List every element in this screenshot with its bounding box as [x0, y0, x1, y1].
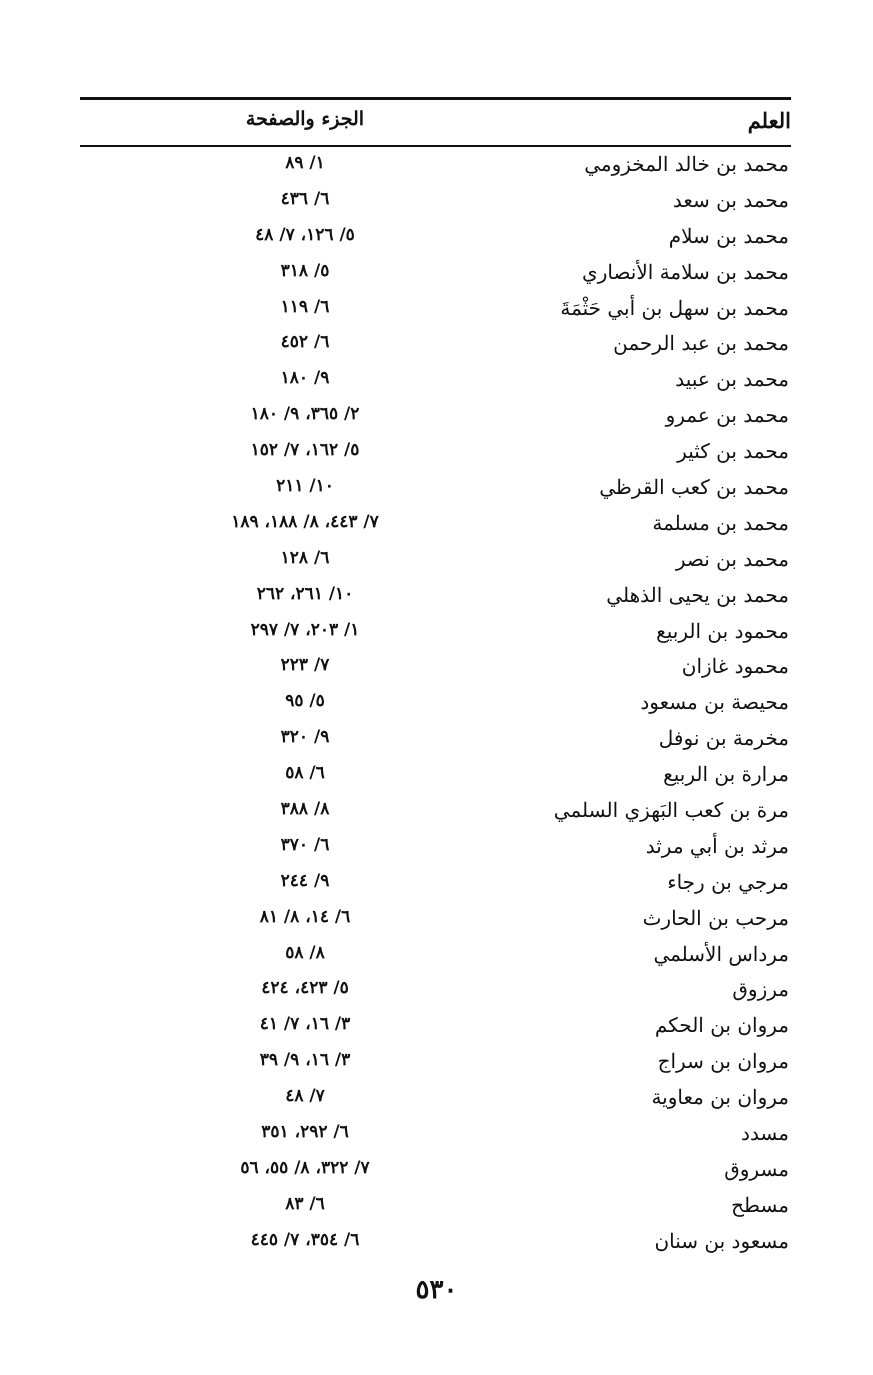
- index-row: [80, 758, 791, 794]
- volume-page-ref: ٥/ ٩٥: [285, 691, 325, 712]
- volume-page-ref: ٦/ ٢٩٢، ٣٥١: [261, 1122, 349, 1143]
- volume-page-ref: ٦/ ١١٩: [280, 296, 330, 317]
- volume-page-ref: ٨/ ٣٨٨: [280, 799, 330, 820]
- index-row: [80, 184, 791, 220]
- volume-page-ref: ١/ ٢٠٣، ٧/ ٢٩٧: [250, 619, 360, 640]
- index-row: [80, 435, 791, 471]
- volume-page-ref: ٦/ ٣٧٠: [280, 834, 330, 855]
- volume-page-ref: ٦/ ٤٥٢: [280, 332, 330, 353]
- person-name: مرارة بن الربيع: [663, 762, 789, 787]
- index-table: [80, 148, 791, 1261]
- index-row: [80, 327, 791, 363]
- person-name: مرداس الأسلمي: [653, 941, 789, 966]
- index-row: [80, 1081, 791, 1117]
- index-row: [80, 471, 791, 507]
- person-name: محمد بن نصر: [675, 546, 789, 571]
- person-name: محمد بن سهل بن أبي حَثْمَةَ: [560, 295, 789, 320]
- index-row: [80, 1189, 791, 1225]
- volume-page-ref: ٥/ ١٦٢، ٧/ ١٥٢: [250, 440, 360, 461]
- volume-page-ref: ٦/ ١٢٨: [280, 547, 330, 568]
- person-name: محمد بن سعد: [672, 187, 789, 212]
- person-name: محمد بن سلام: [668, 223, 789, 248]
- index-row: [80, 1225, 791, 1261]
- index-row: [80, 256, 791, 292]
- index-row: [80, 686, 791, 722]
- column-header-volume-page: الجزء والصفحة: [245, 108, 365, 130]
- person-name: محمد بن كثير: [677, 439, 789, 464]
- person-name: مروان بن معاوية: [651, 1085, 789, 1110]
- index-row: [80, 1153, 791, 1189]
- volume-page-ref: ٧/ ٣٢٢، ٨/ ٥٥، ٥٦: [240, 1157, 370, 1178]
- index-row: [80, 902, 791, 938]
- person-name: محمد بن كعب القرظي: [599, 475, 789, 500]
- person-name: مروان بن الحكم: [654, 1013, 789, 1038]
- volume-page-ref: ٩/ ٣٢٠: [280, 727, 330, 748]
- volume-page-ref: ٨/ ٥٨: [285, 942, 325, 963]
- volume-page-ref: ٦/ ٤٣٦: [280, 188, 330, 209]
- volume-page-ref: ٣/ ١٦، ٩/ ٣٩: [259, 1050, 351, 1071]
- volume-page-ref: ٣/ ١٦، ٧/ ٤١: [259, 1014, 351, 1035]
- volume-page-ref: ٦/ ٥٨: [285, 763, 325, 784]
- index-row: [80, 973, 791, 1009]
- volume-page-ref: ٢/ ٣٦٥، ٩/ ١٨٠: [250, 404, 360, 425]
- volume-page-ref: ١٠/ ٢١١: [276, 476, 334, 497]
- page-number: ٥٣٠: [415, 1275, 458, 1305]
- person-name: محمد بن خالد المخزومي: [584, 152, 789, 176]
- volume-page-ref: ٦/ ٨٣: [285, 1193, 325, 1214]
- person-name: محمد بن يحيى الذهلي: [606, 582, 789, 607]
- index-row: [80, 507, 791, 543]
- person-name: محمد بن مسلمة: [652, 510, 789, 535]
- volume-page-ref: ٧/ ٢٢٣: [280, 655, 330, 676]
- index-row: [80, 1009, 791, 1045]
- index-row: [80, 1045, 791, 1081]
- person-name: مرجي بن رجاء: [667, 869, 789, 894]
- index-row: [80, 938, 791, 974]
- person-name: مروان بن سراج: [657, 1049, 789, 1074]
- person-name: مرثد بن أبي مرثد: [645, 833, 789, 858]
- person-name: محمود غازان: [681, 654, 789, 679]
- person-name: مسعود بن سنان: [654, 1228, 789, 1253]
- person-name: محيصة بن مسعود: [640, 690, 789, 715]
- person-name: مسطح: [731, 1192, 789, 1217]
- person-name: مسدد: [741, 1121, 789, 1146]
- person-name: محمود بن الربيع: [656, 618, 789, 643]
- volume-page-ref: ٦/ ٣٥٤، ٧/ ٤٤٥: [250, 1229, 360, 1250]
- volume-page-ref: ٩/ ٢٤٤: [280, 870, 330, 891]
- volume-page-ref: ٧/ ٤٤٣، ٨/ ١٨٨، ١٨٩: [231, 511, 379, 532]
- header-rule: [80, 145, 791, 147]
- volume-page-ref: ٥/ ٣١٨: [280, 260, 330, 281]
- volume-page-ref: ٦/ ١٤، ٨/ ٨١: [259, 906, 351, 927]
- index-row: [80, 830, 791, 866]
- person-name: مخرمة بن نوفل: [658, 726, 789, 751]
- index-row: [80, 543, 791, 579]
- person-name: محمد بن عبيد: [675, 367, 789, 392]
- index-row: [80, 579, 791, 615]
- volume-page-ref: ٧/ ٤٨: [285, 1086, 325, 1107]
- person-name: مسروق: [724, 1156, 789, 1181]
- person-name: محمد بن سلامة الأنصاري: [582, 259, 789, 284]
- person-name: مرحب بن الحارث: [642, 905, 789, 930]
- volume-page-ref: ١٠/ ٢٦١، ٢٦٢: [256, 583, 354, 604]
- index-row: [80, 722, 791, 758]
- volume-page-ref: ٥/ ١٢٦، ٧/ ٤٨: [255, 224, 355, 245]
- index-row: [80, 1117, 791, 1153]
- index-row: [80, 794, 791, 830]
- index-row: [80, 399, 791, 435]
- index-row: [80, 363, 791, 399]
- volume-page-ref: ٩/ ١٨٠: [280, 368, 330, 389]
- index-row: [80, 292, 791, 328]
- volume-page-ref: ١/ ٨٩: [285, 153, 325, 173]
- index-row: [80, 615, 791, 651]
- person-name: محمد بن عمرو: [665, 403, 789, 428]
- index-row: [80, 148, 791, 184]
- index-row: [80, 650, 791, 686]
- person-name: مرزوق: [732, 977, 789, 1002]
- volume-page-ref: ٥/ ٤٢٣، ٤٢٤: [261, 978, 349, 999]
- top-rule: [80, 97, 791, 100]
- column-header-name: العلم: [747, 108, 791, 133]
- index-row: [80, 220, 791, 256]
- person-name: محمد بن عبد الرحمن: [613, 331, 789, 356]
- person-name: مرة بن كعب البَهزي السلمي: [553, 798, 789, 823]
- index-row: [80, 866, 791, 902]
